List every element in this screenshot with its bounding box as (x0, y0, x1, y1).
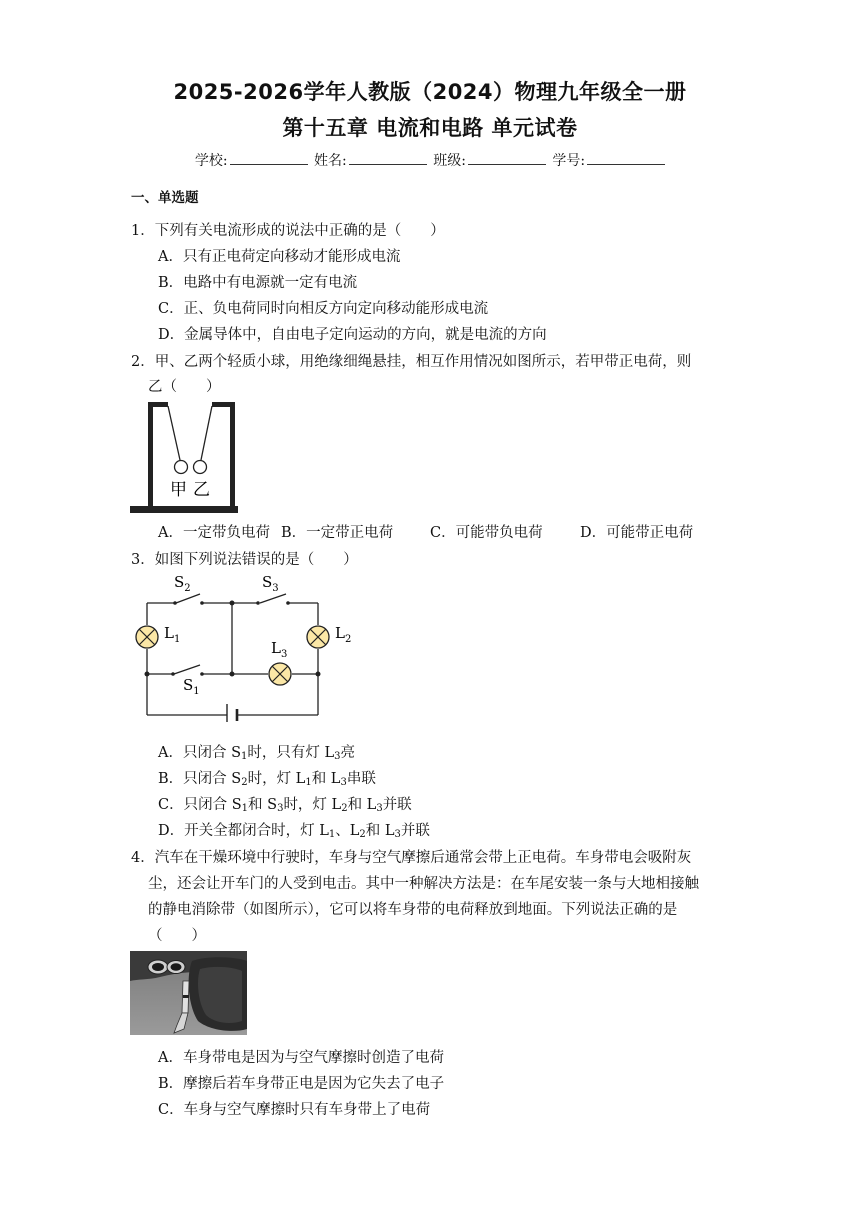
exam-title: 2025-2026学年人教版（2024）物理九年级全一册 (173, 80, 687, 104)
q2-figure-suspended-balls (128, 398, 240, 518)
label-l2: $L_2$ (335, 624, 352, 645)
left-thread (168, 406, 180, 460)
q4-stem-line2: 尘，还会让开车门的人受到电击。其中一种解决方法是：在车尾安装一条与大地相接触 (148, 876, 699, 892)
left-post (148, 402, 153, 508)
q4-stem-line4: （ ） (148, 928, 206, 944)
school-blank (230, 152, 308, 165)
lamp-l3 (269, 663, 291, 685)
q1-option-b: B．电路中有电源就一定有电流 (158, 275, 358, 291)
q3-option-a: A．只闭合 $S_1$时，只有灯 $L_3$亮 (158, 745, 356, 762)
left-arm (148, 402, 168, 407)
label-s2: $S_2$ (174, 573, 191, 594)
q4-option-a: A．车身带电是因为与空气摩擦时创造了电荷 (158, 1050, 444, 1066)
junction-dot (145, 672, 150, 677)
right-thread (201, 406, 212, 460)
q2-option-d: D．可能带正电荷 (580, 525, 694, 541)
q3-circuit-diagram (130, 570, 360, 722)
number-label: 学号: (552, 153, 586, 169)
q1-stem: 1．下列有关电流形成的说法中正确的是（ ） (131, 223, 445, 239)
right-arm (212, 402, 235, 407)
label-l3: $L_3$ (271, 639, 288, 660)
name-blank (349, 152, 427, 165)
base-bar (130, 506, 238, 513)
q3-option-b: B．只闭合 $S_2$时，灯 $L_1$和 $L_3$串联 (158, 771, 376, 788)
label-s3: $S_3$ (262, 573, 279, 594)
q4-stem-line1: 4．汽车在干燥环境中行驶时，车身与空气摩擦后通常会带上正电荷。车身带电会吸附灰 (131, 850, 692, 866)
class-blank (468, 152, 546, 165)
q2-stem-line1: 2．甲、乙两个轻质小球，用绝缘细绳悬挂，相互作用情况如图所示，若甲带正电荷，则 (131, 354, 692, 370)
q1-option-d: D．金属导体中，自由电子定向运动的方向，就是电流的方向 (158, 327, 547, 343)
junction-dot (230, 672, 235, 677)
q2-stem-line2: 乙（ ） (148, 379, 221, 395)
q2-option-c: C．可能带负电荷 (430, 525, 543, 541)
exam-subtitle: 第十五章 电流和电路 单元试卷 (282, 116, 578, 140)
ball-yi (194, 461, 207, 474)
lamp-l1 (136, 626, 158, 648)
q4-stem-line3: 的静电消除带（如图所示），它可以将车身带的电荷释放到地面。下列说法正确的是 (148, 902, 678, 918)
label-yi: 乙 (193, 480, 210, 500)
school-label: 学校: (194, 153, 228, 169)
q4-photo-static-strip (130, 951, 247, 1035)
section-title: 一、单选题 (131, 190, 199, 206)
lamp-l2 (307, 626, 329, 648)
junction-dot (316, 672, 321, 677)
number-blank (587, 152, 665, 165)
label-l1: $L_1$ (164, 624, 181, 645)
q4-option-b: B．摩擦后若车身带正电是因为它失去了电子 (158, 1076, 445, 1092)
junction-dot (230, 601, 235, 606)
label-jia: 甲 (170, 480, 187, 500)
q3-option-d: D．开关全都闭合时，灯 $L_1$、$L_2$和 $L_3$并联 (158, 823, 430, 840)
q2-option-b: B．一定带正电荷 (281, 525, 394, 541)
label-s1: $S_1$ (183, 676, 200, 697)
student-info-row (0, 150, 860, 170)
q1-option-a: A．只有正电荷定向移动才能形成电流 (158, 249, 401, 265)
q4-option-c: C．车身与空气摩擦时只有车身带上了电荷 (158, 1102, 431, 1118)
right-post (230, 402, 235, 508)
name-label: 姓名: (314, 153, 347, 169)
class-label: 班级: (433, 153, 466, 169)
q3-stem: 3．如图下列说法错误的是（ ） (131, 552, 358, 568)
ball-jia (175, 461, 188, 474)
q1-option-c: C．正、负电荷同时向相反方向定向移动能形成电流 (158, 301, 489, 317)
q2-option-a: A．一定带负电荷 (158, 525, 270, 541)
q3-option-c: C．只闭合 $S_1$和 $S_3$时，灯 $L_2$和 $L_3$并联 (158, 797, 412, 814)
